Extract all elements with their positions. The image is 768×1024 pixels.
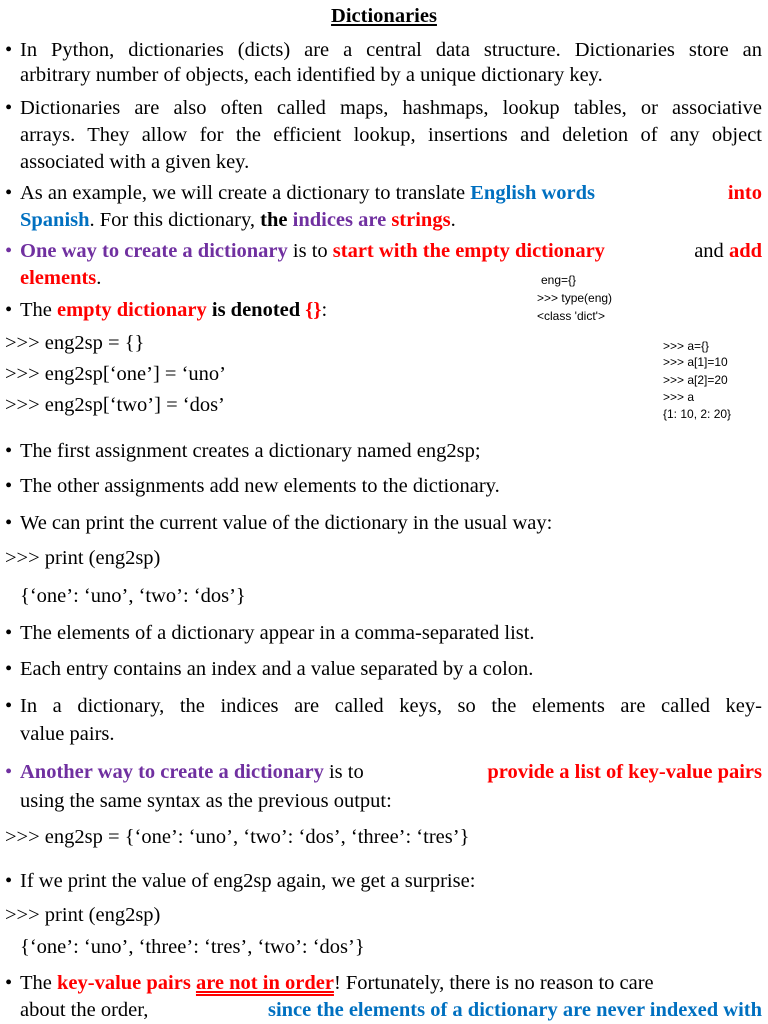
paragraph-line: Spanish. For this dictionary, the indices are strings. [20,209,456,231]
side-code-line: >>> type(eng) [537,291,613,305]
paragraph-line: elements. [20,267,102,289]
code-line: >>> eng2sp[‘two’] = ‘dos’ [5,394,225,416]
side-code-line: {1: 10, 2: 20} [663,407,732,421]
paragraph-line: In a dictionary, the indices are called keys, so the elements are called key- [20,695,762,717]
code-line: >>> print (eng2sp) [5,904,161,926]
paragraph-line: If we print the value of eng2sp again, we get a surprise: [20,870,476,892]
side-code-line: >>> a[2]=20 [663,373,728,387]
side-code-line: <class 'dict'> [537,309,605,323]
bullet-marker: • [5,512,13,534]
output-line: {‘one’: ‘uno’, ‘two’: ‘dos’} [20,585,246,607]
bullet-marker: • [5,39,13,61]
bullet-marker: • [5,761,13,783]
side-code-line: >>> a [663,390,695,404]
bullet-marker: • [5,870,13,892]
paragraph-line: The empty dictionary is denoted {}: [20,299,328,321]
paragraph-line: We can print the current value of the dictionary in the usual way: [20,512,553,534]
bullet-marker: • [5,182,13,204]
paragraph-line: value pairs. [20,723,115,745]
code-line: >>> eng2sp = {} [5,332,145,354]
paragraph-line: The elements of a dictionary appear in a comma-separated list. [20,622,535,644]
side-code-line: eng={} [541,273,577,287]
bullet-marker: • [5,622,13,644]
bullet-marker: • [5,240,13,262]
bullet-marker: • [5,475,13,497]
paragraph-line: The key-value pairs are not in order! Fortunately, there is no reason to care [20,972,654,994]
code-line: >>> print (eng2sp) [5,547,161,569]
page-title: Dictionaries [331,5,437,27]
side-code-line: >>> a[1]=10 [663,355,728,369]
paragraph-line: Each entry contains an index and a value separated by a colon. [20,658,534,680]
paragraph-line: One way to create a dictionary is to start with the empty dictionary and add [20,240,762,262]
output-line: {‘one’: ‘uno’, ‘three’: ‘tres’, ‘two’: ‘dos’} [20,936,365,958]
bullet-marker: • [5,658,13,680]
bullet-marker: • [5,299,13,321]
paragraph-line: In Python, dictionaries (dicts) are a central data structure. Dictionaries store an [20,39,762,61]
paragraph-line: As an example, we will create a dictionary to translate English words into [20,182,762,204]
paragraph-line: associated with a given key. [20,151,250,173]
paragraph-line: The other assignments add new elements to the dictionary. [20,475,500,497]
code-line: >>> eng2sp = {‘one’: ‘uno’, ‘two’: ‘dos’, ‘three’: ‘tres’} [5,826,470,848]
bullet-marker: • [5,97,13,119]
bullet-marker: • [5,972,13,994]
bullet-marker: • [5,440,13,462]
paragraph-line: Another way to create a dictionary is to provide a list of key-value pairs [20,761,762,783]
side-code-line: >>> a={} [663,339,710,353]
bullet-marker: • [5,695,13,717]
paragraph-line: about the order, since the elements of a dictionary are never indexed with [20,999,762,1021]
paragraph-line: arrays. They allow for the efficient lookup, insertions and deletion of any object [20,124,762,146]
paragraph-line: arbitrary number of objects, each identified by a unique dictionary key. [20,64,603,86]
paragraph-line: Dictionaries are also often called maps, hashmaps, lookup tables, or associative [20,97,762,119]
code-line: >>> eng2sp[‘one’] = ‘uno’ [5,363,227,385]
paragraph-line: The first assignment creates a dictionary named eng2sp; [20,440,481,462]
paragraph-line: using the same syntax as the previous output: [20,790,392,812]
